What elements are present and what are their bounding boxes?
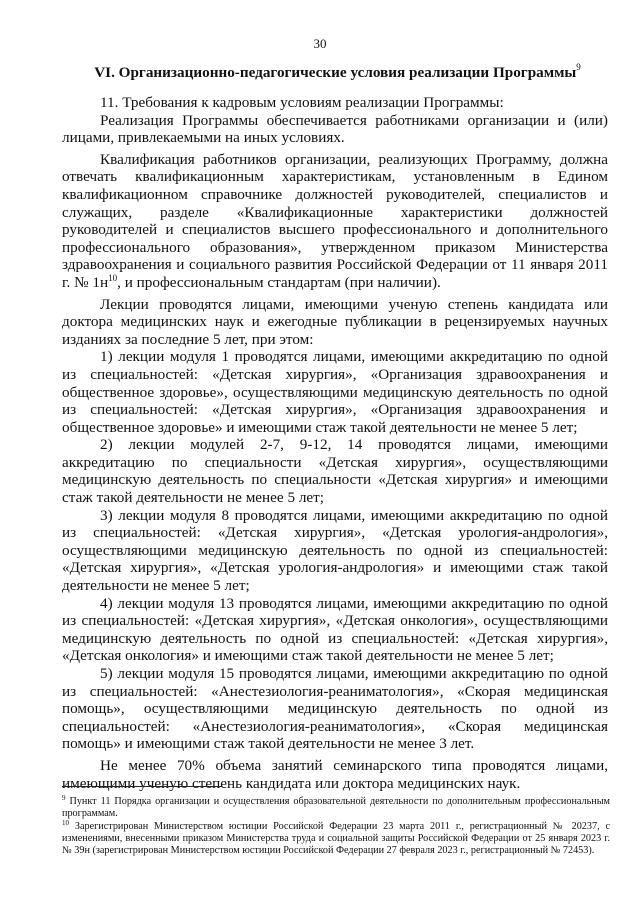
page-number: 30 xyxy=(313,36,327,51)
footnotes xyxy=(62,796,610,858)
section-title-text: VI. Организационно-педагогические условия реализации Программы xyxy=(94,64,577,81)
footnote-ref: 10 xyxy=(108,272,118,283)
footnote xyxy=(62,796,610,820)
document-body xyxy=(62,94,608,792)
paragraph: Лекции проводятся лицами, имеющими ученую степень кандидата или доктора медицинских наук и ежегодные публикации в рецензируемых научных изданиях за последние 5 лет, при этом: xyxy=(62,295,608,348)
paragraph-text: , и профессиональным стандартам (при наличии). xyxy=(117,273,441,291)
list-item: 3) лекции модуля 8 проводятся лицами, имеющими аккредитацию по одной из специальностей: «Детская хирургия», «Детская урология-андрология», осуществляющими медицинскую деятельность по одной из специальностей: «Детская хирургия», «Детская урология-андрология» и имеющими стаж такой деятельности не менее 5 лет; xyxy=(62,506,608,595)
paragraph-text: Квалификация работников организации, реализующих Программу, должна отвечать квалификационным характеристикам, установленным в Едином квалификационном справочнике должностей руководителей, специалистов и служащих, разделе «Квалификационные характеристики должностей руководителей и специалистов высшего профессионального и дополнительного профессионального образования», утвержденном приказом Министерства здравоохранения и социального развития Российской Федерации от 11 января 2011 г. № 1н xyxy=(62,150,608,291)
list-item: 5) лекции модуля 15 проводятся лицами, имеющими аккредитацию по одной из специальностей: «Анестезиология-реаниматология», «Скорая медицинская помощь», осуществляющими медицинскую деятельность по одной из специальностей: «Анестезиология-реаниматология», «Скорая медицинская помощь» и имеющими стаж такой деятельности не менее 3 лет. xyxy=(62,665,608,753)
list-item: 2) лекции модулей 2-7, 9-12, 14 проводятся лицами, имеющими аккредитацию по специальности «Детская хирургия», осуществляющими медицинскую деятельность по специальности «Детская хирургия» и имеющими стаж такой деятельности не менее 5 лет; xyxy=(62,436,608,507)
footnote-number: 10 xyxy=(62,819,69,827)
footnote-separator xyxy=(62,786,222,787)
paragraph xyxy=(62,151,608,292)
list-item: 4) лекции модуля 13 проводятся лицами, имеющими аккредитацию по одной из специальностей: «Детская хирургия», «Детская онкология», осуществляющими медицинскую деятельность по одной из специальностей: «Детская хирургия», «Детская онкология» и имеющими стаж такой деятельности не менее 5 лет; xyxy=(62,594,608,665)
paragraph: Не менее 70% объема занятий семинарского типа проводятся лицами, имеющими ученую степень кандидата или доктора медицинских наук. xyxy=(62,756,608,792)
footnote-text: Зарегистрирован Министерством юстиции Российской Федерации 23 марта 2011 г., регистрационный № 20237, с изменениями, внесенными приказом Министерства труда и социальной защиты Российской Федерации от 25 января 2023 г. № 39н (зарегистрирован Министерством юстиции Российской Федерации 27 февраля 2023 г., регистрационный № 72453). xyxy=(62,821,610,856)
footnote-text: Пункт 11 Порядка организации и осуществления образовательной деятельности по дополнительным профессиональным программам. xyxy=(62,796,610,819)
list-item: 1) лекции модуля 1 проводятся лицами, имеющими аккредитацию по одной из специальностей: «Детская хирургия», «Организация здравоохранения и общественное здоровье», осуществляющими медицинскую деятельность по одной из специальностей: «Детская хирургия», «Организация здравоохранения и общественное здоровье» и имеющими стаж такой деятельности не менее 5 лет; xyxy=(62,348,608,436)
footnote-number: 9 xyxy=(62,794,66,802)
paragraph: Реализация Программы обеспечивается работниками организации и (или) лицами, привлекаемыми на иных условиях. xyxy=(62,111,608,147)
paragraph-heading: 11. Требования к кадровым условиям реализации Программы: xyxy=(100,94,504,111)
footnote xyxy=(62,821,610,857)
footnote-ref: 9 xyxy=(576,62,581,72)
section-title xyxy=(60,64,615,82)
